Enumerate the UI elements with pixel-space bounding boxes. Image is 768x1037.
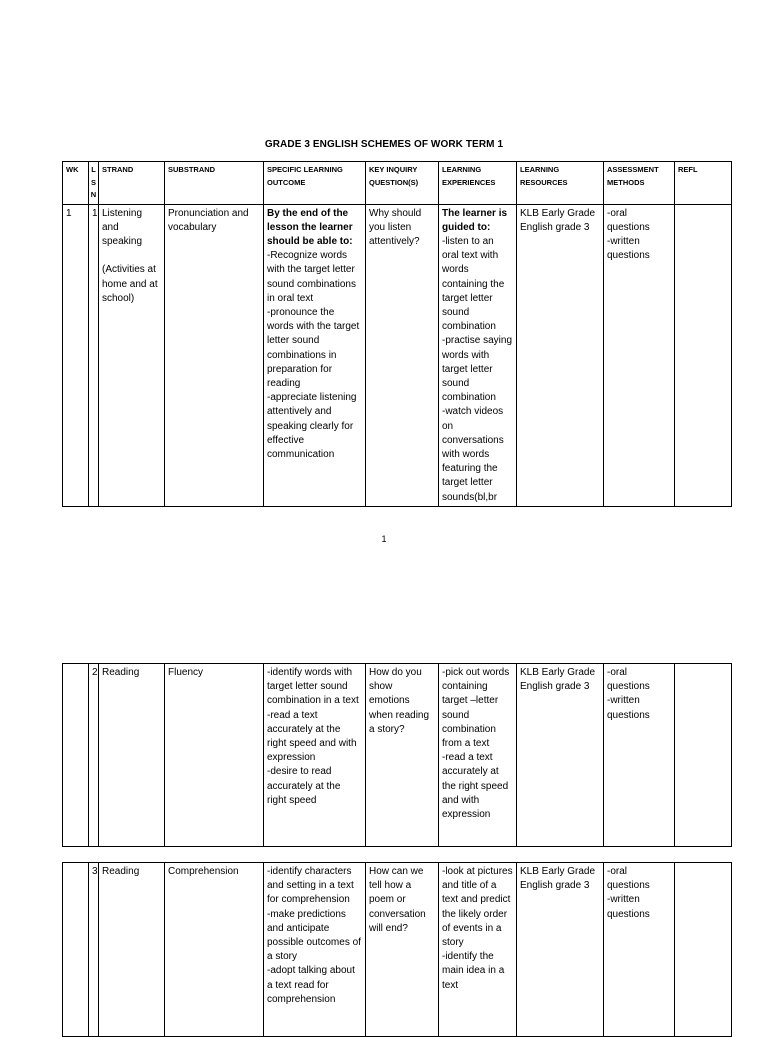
- cell-strand: Reading: [99, 664, 165, 847]
- header-learning-experiences: LEARNING EXPERIENCES: [439, 162, 517, 205]
- header-lsn: L S N: [89, 162, 99, 205]
- cell-wk: [63, 664, 89, 847]
- cell-substrand: Comprehension: [165, 863, 264, 1037]
- table-row: [63, 204, 732, 506]
- header-substrand: SUBSTRAND: [165, 162, 264, 205]
- cell-refl: [675, 863, 732, 1037]
- table-header-row: [63, 162, 732, 205]
- header-key-inquiry-questions: KEY INQUIRY QUESTION(S): [366, 162, 439, 205]
- experiences-intro: The learner is guided to:: [442, 207, 508, 233]
- cell-learning-experiences: -pick out words containing target –letter sound combination from a text -read a text accurately at the right speed and with expression: [439, 664, 517, 847]
- outcome-text: -Recognize words with the target letter sound combinations in oral text -pronounce the words with the target letter sound combinations in preparation for reading -appreciate listening attentively and speaking clearly for effective communication: [267, 250, 360, 460]
- cell-learning-resources: KLB Early Grade English grade 3: [517, 204, 604, 506]
- table-row: [63, 664, 732, 847]
- cell-specific-learning-outcome: [264, 204, 366, 506]
- header-wk: WK: [63, 162, 89, 205]
- cell-lsn: 2: [89, 664, 99, 847]
- header-strand: STRAND: [99, 162, 165, 205]
- schemes-of-work-table: [62, 161, 732, 507]
- cell-assessment-methods: -oral questions -written questions: [604, 204, 675, 506]
- outcome-intro: By the end of the lesson the learner should be able to:: [267, 207, 353, 247]
- cell-assessment-methods: -oral questions -written questions: [604, 664, 675, 847]
- cell-learning-resources: KLB Early Grade English grade 3: [517, 664, 604, 847]
- experiences-text: -listen to an oral text with words containing the target letter sound combination -practise saying words with target letter sound combination -watch videos on conversations with words featuring the target letter sounds(bl,br: [442, 235, 513, 503]
- table-row: [63, 863, 732, 1037]
- cell-assessment-methods: -oral questions -written questions: [604, 863, 675, 1037]
- document-title: GRADE 3 ENGLISH SCHEMES OF WORK TERM 1: [264, 139, 504, 150]
- schemes-of-work-table-continued: [62, 663, 732, 847]
- header-refl: REFL: [675, 162, 732, 205]
- cell-specific-learning-outcome: -identify characters and setting in a text for comprehension -make predictions and anticipate possible outcomes of a story -adopt talking about a text read for comprehension: [264, 863, 366, 1037]
- header-specific-learning-outcome: SPECIFIC LEARNING OUTCOME: [264, 162, 366, 205]
- header-assessment-methods: ASSESSMENT METHODS: [604, 162, 675, 205]
- cell-lsn: 3: [89, 863, 99, 1037]
- cell-refl: [675, 664, 732, 847]
- cell-lsn: 1: [89, 204, 99, 506]
- cell-learning-experiences: -look at pictures and title of a text and predict the likely order of events in a story -identify the main idea in a text: [439, 863, 517, 1037]
- cell-refl: [675, 204, 732, 506]
- cell-wk: [63, 863, 89, 1037]
- header-learning-resources: LEARNING RESOURCES: [517, 162, 604, 205]
- cell-learning-resources: KLB Early Grade English grade 3: [517, 863, 604, 1037]
- schemes-of-work-table-continued: [62, 862, 732, 1037]
- cell-key-inquiry-question: How do you show emotions when reading a story?: [366, 664, 439, 847]
- cell-substrand: Pronunciation and vocabulary: [165, 204, 264, 506]
- cell-key-inquiry-question: Why should you listen attentively?: [366, 204, 439, 506]
- cell-key-inquiry-question: How can we tell how a poem or conversation will end?: [366, 863, 439, 1037]
- cell-substrand: Fluency: [165, 664, 264, 847]
- cell-specific-learning-outcome: -identify words with target letter sound combination in a text -read a text accurately at the right speed and with expression -desire to read accurately at the right speed: [264, 664, 366, 847]
- cell-strand: Reading: [99, 863, 165, 1037]
- cell-strand: Listening and speaking (Activities at home and at school): [99, 204, 165, 506]
- page-number: 1: [381, 534, 387, 544]
- cell-learning-experiences: [439, 204, 517, 506]
- cell-wk: 1: [63, 204, 89, 506]
